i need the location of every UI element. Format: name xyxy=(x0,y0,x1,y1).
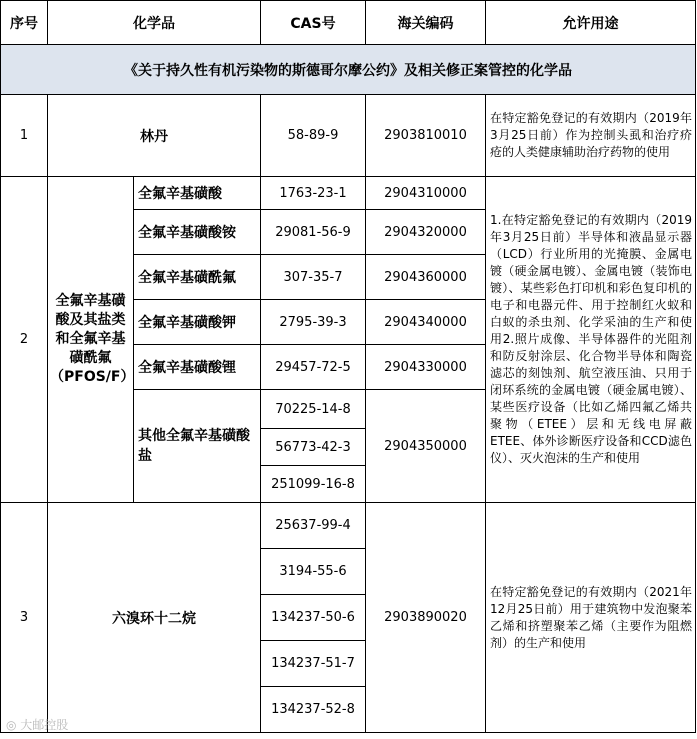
group-name-cell: 全氟辛基磺酸及其盐类和全氟辛基磺酰氟（PFOS/F） xyxy=(48,177,134,503)
chemical-name-cell: 全氟辛基磺酸锂 xyxy=(134,345,261,390)
seq-cell: 2 xyxy=(1,177,48,503)
cas-cell: 307-35-7 xyxy=(261,255,366,300)
cas-cell: 134237-50-6 xyxy=(261,595,366,641)
cas-cell: 70225-14-8 xyxy=(261,390,366,429)
cas-cell: 29457-72-5 xyxy=(261,345,366,390)
chemical-name-cell: 全氟辛基磺酸铵 xyxy=(134,210,261,255)
use-cell: 在特定豁免登记的有效期内（2019年3月25日前）作为控制头虱和治疗疥疮的人类健康辅助治疗药物的使用 xyxy=(486,95,696,177)
chemical-name-cell: 其他全氟辛基磺酸盐 xyxy=(134,390,261,503)
cas-cell: 134237-52-8 xyxy=(261,687,366,733)
watermark-text: 大邮控股 xyxy=(20,718,69,732)
header-chemical: 化学品 xyxy=(48,1,261,45)
table-row-pfos-1 xyxy=(1,177,696,210)
section-row xyxy=(1,45,696,95)
chemical-name-cell: 六溴环十二烷 xyxy=(48,503,261,733)
use-cell: 在特定豁免登记的有效期内（2021年12月25日前）用于建筑物中发泡聚苯乙烯和挤塑聚苯乙烯（主要作为阻燃剂）的生产和使用 xyxy=(486,503,696,733)
header-hs-code: 海关编码 xyxy=(366,1,486,45)
header-seq: 序号 xyxy=(1,1,48,45)
hs-code-cell: 2904320000 xyxy=(366,210,486,255)
watermark-logo-icon: ◎ xyxy=(6,718,21,732)
use-cell: 1.在特定豁免登记的有效期内（2019年3月25日前）半导体和液晶显示器（LCD）行业所用的光掩膜、金属电镀（硬金属电镀）、金属电镀（装饰电镀）、某些彩色打印机和彩色复印机的电子和电器元件、用于控制红火蚁和白蚁的杀虫剂、化学采油的生产和使用2.照片成像、半导体器件的光阻剂和防反射涂层、化合物半导体和陶瓷滤芯的刻蚀剂、航空液压油、只用于闭环系统的金属电镀（硬金属电镀）、某些医疗设备（比如乙烯四氟乙烯共聚物（ETEE）层和无线电屏蔽ETEE、体外诊断医疗设备和CCD滤色仪）、灭火泡沫的生产和使用 xyxy=(486,177,696,503)
cas-cell: 1763-23-1 xyxy=(261,177,366,210)
cas-cell: 134237-51-7 xyxy=(261,641,366,687)
chemical-name-cell: 全氟辛基磺酸钾 xyxy=(134,300,261,345)
cas-cell: 58-89-9 xyxy=(261,95,366,177)
hs-code-cell: 2903810010 xyxy=(366,95,486,177)
cas-cell: 251099-16-8 xyxy=(261,466,366,503)
table-row-hbcd-1 xyxy=(1,503,696,549)
header-row xyxy=(1,1,696,45)
hs-code-cell: 2903890020 xyxy=(366,503,486,733)
header-cas: CAS号 xyxy=(261,1,366,45)
cas-cell: 56773-42-3 xyxy=(261,429,366,466)
chemical-name-cell: 林丹 xyxy=(48,95,261,177)
watermark xyxy=(6,716,68,733)
hs-code-cell: 2904360000 xyxy=(366,255,486,300)
cas-cell: 29081-56-9 xyxy=(261,210,366,255)
chemical-name-cell: 全氟辛基磺酸 xyxy=(134,177,261,210)
seq-cell: 1 xyxy=(1,95,48,177)
seq-cell: 3 xyxy=(1,503,48,733)
header-use: 允许用途 xyxy=(486,1,696,45)
table-row-lindane xyxy=(1,95,696,177)
chemical-name-cell: 全氟辛基磺酰氟 xyxy=(134,255,261,300)
cas-cell: 2795-39-3 xyxy=(261,300,366,345)
hs-code-cell: 2904340000 xyxy=(366,300,486,345)
section-title: 《关于持久性有机污染物的斯德哥尔摩公约》及相关修正案管控的化学品 xyxy=(1,45,696,95)
hs-code-cell: 2904310000 xyxy=(366,177,486,210)
cas-cell: 3194-55-6 xyxy=(261,549,366,595)
cas-cell: 25637-99-4 xyxy=(261,503,366,549)
hs-code-cell: 2904330000 xyxy=(366,345,486,390)
hs-code-cell: 2904350000 xyxy=(366,390,486,503)
